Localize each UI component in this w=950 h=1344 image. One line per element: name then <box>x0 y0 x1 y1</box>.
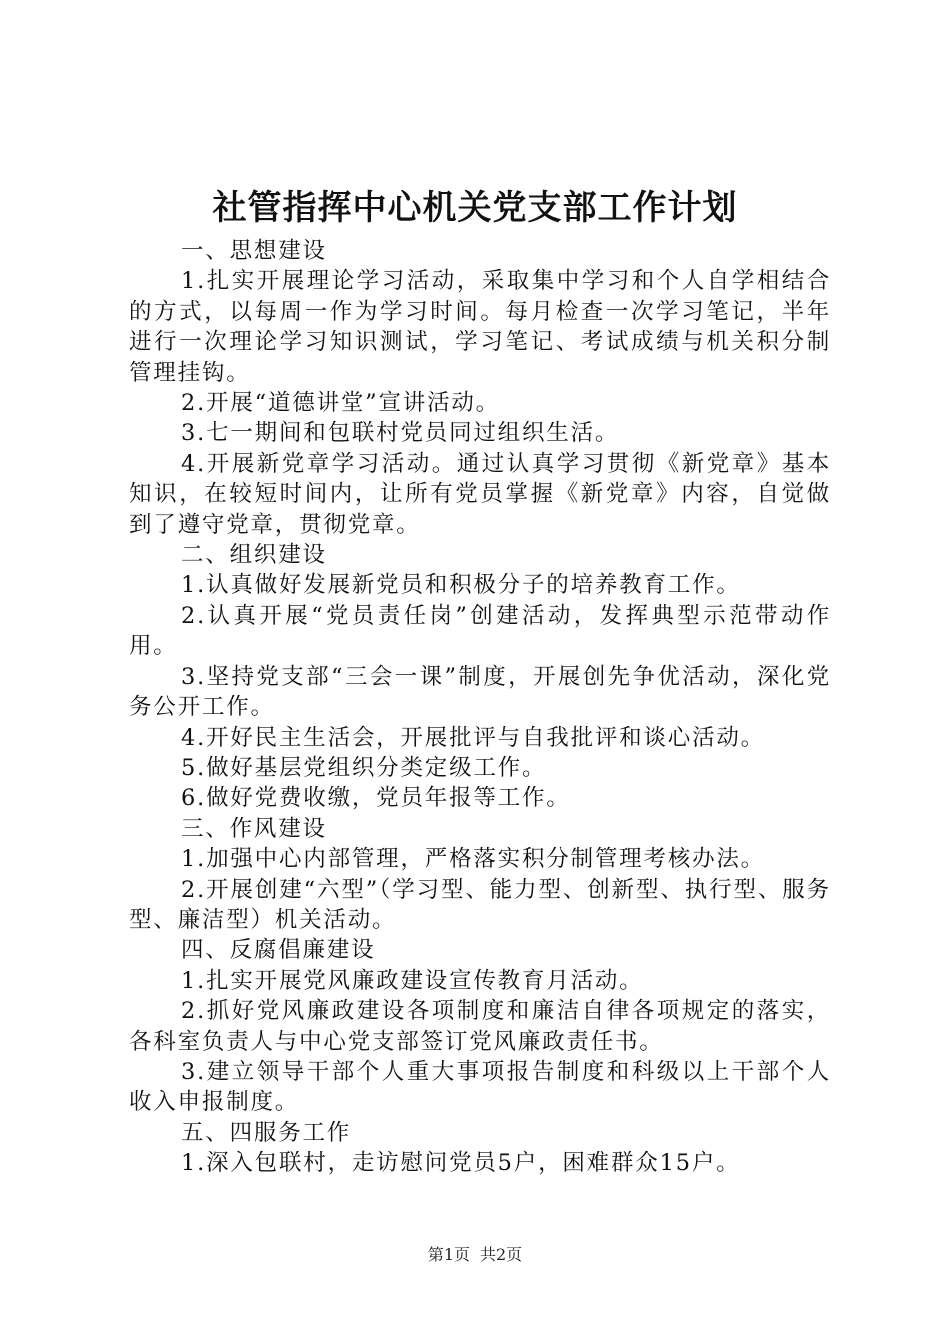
body-paragraph: 2.认真开展“党员责任岗”创建活动，发挥典型示范带动作用。 <box>129 602 831 660</box>
section-heading: 三、作风建设 <box>181 815 327 842</box>
document-body <box>129 236 831 1179</box>
section-heading: 四、反腐倡廉建设 <box>181 937 376 964</box>
body-paragraph: 1.深入包联村，走访慰问党员5户，困难群众15户。 <box>181 1150 741 1177</box>
body-paragraph: 2.开展“道德讲堂”宣讲活动。 <box>181 390 500 417</box>
body-paragraph: 2.抓好党风廉政建设各项制度和廉洁自律各项规定的落实，各科室负责人与中心党支部签订党风廉政责任书。 <box>129 998 831 1055</box>
body-paragraph: 3.坚持党支部“三会一课”制度，开展创先争优活动，深化党务公开工作。 <box>129 663 831 721</box>
body-paragraph: 1.扎实开展党风廉政建设宣传教育月活动。 <box>181 967 644 994</box>
body-paragraph: 6.做好党费收缴，党员年报等工作。 <box>181 785 571 812</box>
page-number: 第1页 <box>427 1245 470 1264</box>
body-paragraph: 4.开展新党章学习活动。通过认真学习贯彻《新党章》基本知识，在较短时间内，让所有党员掌握《新党章》内容，自觉做到了遵守党章，贯彻党章。 <box>129 450 831 538</box>
body-paragraph: 1.认真做好发展新党员和积极分子的培养教育工作。 <box>181 572 741 599</box>
page-footer <box>0 1244 950 1266</box>
page-total: 共2页 <box>480 1245 523 1264</box>
body-paragraph: 5.做好基层党组织分类定级工作。 <box>181 754 547 781</box>
section-heading: 二、组织建设 <box>181 542 327 569</box>
section-heading: 五、四服务工作 <box>181 1119 352 1146</box>
body-paragraph: 4.开好民主生活会，开展批评与自我批评和谈心活动。 <box>181 724 765 751</box>
body-paragraph: 1.加强中心内部管理，严格落实积分制管理考核办法。 <box>181 846 765 873</box>
body-paragraph: 1.扎实开展理论学习活动，采取集中学习和个人自学相结合的方式，以每周一作为学习时间。每月检查一次学习笔记，半年进行一次理论学习知识测试，学习笔记、考试成绩与机关积分制管理挂钩。 <box>129 268 831 386</box>
body-paragraph: 2.开展创建“六型”（学习型、能力型、创新型、执行型、服务型、廉洁型）机关活动。 <box>129 876 831 933</box>
document-title: 社管指挥中心机关党支部工作计划 <box>212 188 738 228</box>
section-heading: 一、思想建设 <box>181 238 327 264</box>
body-paragraph: 3.七一期间和包联村党员同过组织生活。 <box>181 420 620 447</box>
body-paragraph: 3.建立领导干部个人重大事项报告制度和科级以上干部个人收入申报制度。 <box>129 1058 831 1116</box>
